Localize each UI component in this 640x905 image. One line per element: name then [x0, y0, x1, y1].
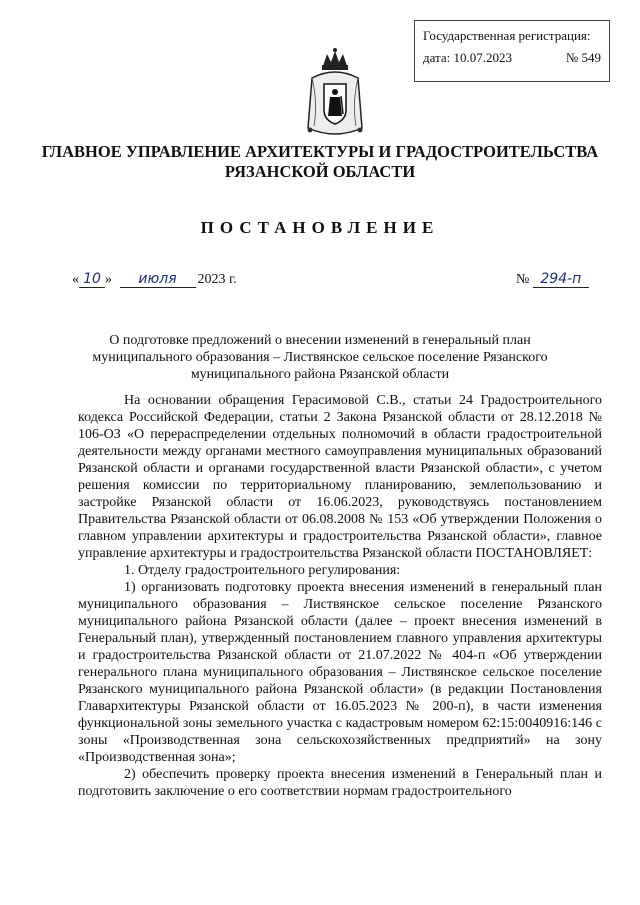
- document-title: О подготовке предложений о внесении изменений в генеральный план муниципального образования – Листвянское сельское поселение Рязанского муниципального района Рязанской области: [92, 333, 548, 382]
- subitem-2-paragraph: 2) обеспечить проверку проекта внесения изменений в Генеральный план и подготовить заключение о его соответствии нормам градостроительного: [78, 767, 602, 799]
- registration-box: [414, 20, 610, 82]
- document-number: [516, 272, 589, 288]
- number-handwritten: 294-п: [533, 272, 589, 288]
- registration-details: [423, 47, 601, 69]
- registration-title: Государственная регистрация:: [423, 28, 591, 43]
- item-1-heading: 1. Отделу градостроительного регулирования:: [124, 563, 401, 578]
- registration-number: № 549: [565, 50, 601, 65]
- date-month-handwritten: июля: [120, 272, 196, 288]
- preamble-paragraph: На основании обращения Герасимовой С.В., статьи 24 Градостроительного кодекса Российской Федерации, статьи 2 Закона Рязанской области от 28.12.2018 № 106-ОЗ «О перераспределении отдельных полномочий в области градостроительной деятельности между органами местного самоуправления муниципальных образований Рязанской области и органами государственной власти Рязанской области», с учетом решения комиссии по территориальному планированию, землепользованию и застройке Рязанской области от 16.06.2023, руководствуясь постановлением Правительства Рязанской области от 06.08.2008 № 153 «Об утверждении Положения о главном управлении архитектуры и градостроительства Рязанской области», главное управление архитектуры и градостроительства Рязанской области ПОСТАНОВЛЯЕТ:: [78, 393, 602, 561]
- subitem-1-paragraph: 1) организовать подготовку проекта внесения изменений в генеральный план муниципального образования – Листвянское сельское поселение Рязанского муниципального района Рязанской области (далее – проект внесения изменений в Генеральный план), утвержденный постановлением главного управления архитектуры и градостроительства Рязанской области от 21.07.2022 № 404-п «Об утверждении генерального плана муниципального образования – Листвянское сельское поселение Рязанского муниципального района Рязанской области» (в редакции Постановления Главархитектуры Рязанской области от 16.05.2023 № 200-п), в части изменения функциональной зоны земельного участка с кадастровым номером 62:15:0040916:146 с зоны «Производственная зона сельскохозяйственных предприятий» на зону «Производственная зона»;: [78, 580, 602, 765]
- agency-name-line2: РЯЗАНСКОЙ ОБЛАСТИ: [224, 162, 416, 181]
- date-open-quote: «: [72, 272, 79, 287]
- document-date: [72, 272, 237, 288]
- document-type: ПОСТАНОВЛЕНИЕ: [200, 218, 440, 237]
- document-body: [78, 392, 602, 800]
- number-prefix: №: [516, 272, 530, 287]
- date-day-handwritten: 10: [79, 272, 105, 288]
- agency-name-line1: ГЛАВНОЕ УПРАВЛЕНИЕ АРХИТЕКТУРЫ И ГРАДОСТРОИТЕЛЬСТВА: [41, 142, 599, 161]
- coat-of-arms-icon: [304, 48, 366, 138]
- date-year: 2023 г.: [197, 272, 237, 287]
- date-close-quote: »: [105, 272, 112, 287]
- registration-date: дата: 10.07.2023: [423, 50, 513, 65]
